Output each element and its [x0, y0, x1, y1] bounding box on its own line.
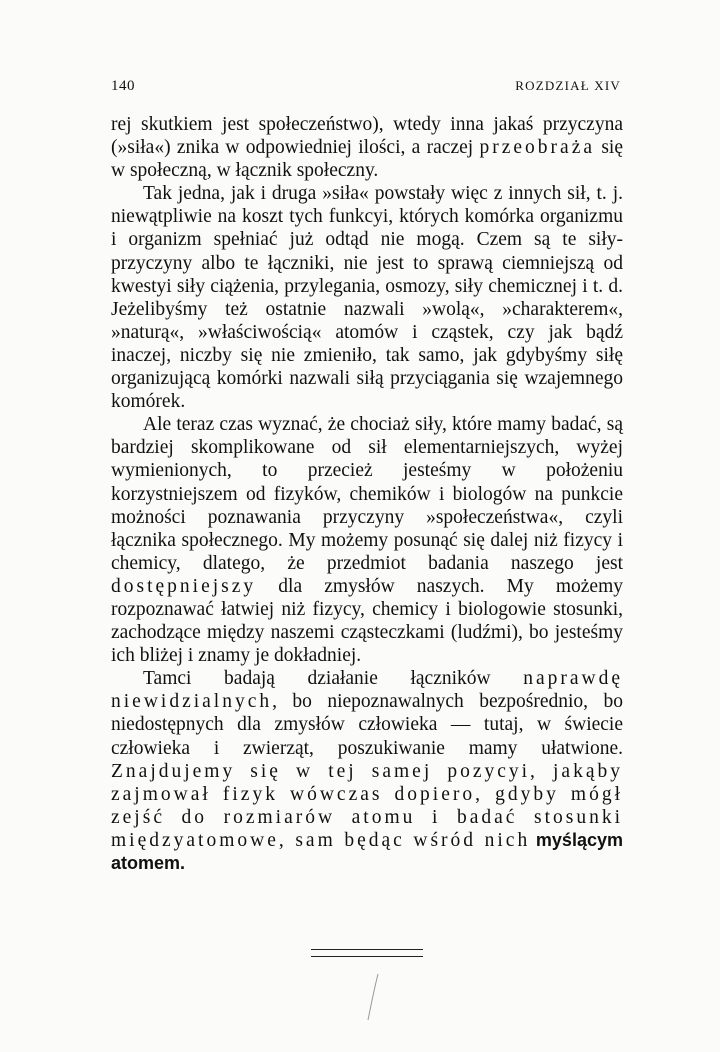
paragraph-1-end: się w społeczną, w łącznik społeczny. — [111, 137, 623, 182]
paragraph-1-spaced: przeobraża — [479, 137, 596, 159]
paragraph-3-end: dla zmysłów naszych. My możemy rozpoznawać łatwiej niż fizycy, chemicy i biologowie stosunki, zachodzące między naszemi cząsteczkami (ludźmi), bo jesteśmy ich bliżej i znamy je dokładniej. — [111, 575, 623, 667]
paragraph-2: Tak jedna, jak i druga »siła« powstały więc z innych sił, t. j. niewątpliwie na koszt tych funkcyi, których komórka organizmu i organizm spełniać już odtąd nie mogą. Czem są te siły-przyczyny albo te łączniki, nie jest to sprawą ciemniejszą od kwestyi siły ciążenia, przylegania, osmozy, siły chemicznej i t. d. Jeżelibyśmy też ostatnie nazwali »wolą«, »charakterem«, »naturą«, »właściwością« atomów i cząstek, czy jak bądź inaczej, niczby się nie zmieniło, tak samo, jak gdybyśmy siłę organizującą komórki nazwali siłą przyciągania się wzajemnego komórek. — [111, 183, 623, 413]
page-header — [111, 78, 621, 98]
paragraph-4-spaced-2: Znajdujemy się w tej samej pozycyi, jakąby zajmował fizyk wówczas dopiero, gdyby mógł zejść do rozmiarów atomu i badać stosunki międzyatomowe, sam będąc wśród nich — [111, 760, 623, 851]
paragraph-4-spaced-1: naprawdę niewidzialnych — [111, 668, 623, 713]
paragraph-4-bold: myślącym atomem. — [111, 829, 623, 873]
paragraph-4-mid: , bo niepoznawalnych bezpośrednio, bo niedostępnych dla zmysłów człowieka — tutaj, w świecie człowieka i zwierząt, poszukiwanie mamy ułatwione. — [111, 691, 623, 759]
chapter-title: ROZDZIAŁ XIV — [515, 78, 621, 93]
paragraph-3-spaced: dostępniejszy — [111, 575, 257, 597]
paragraph-4-text: Tamci badają działanie łączników — [143, 668, 524, 690]
paragraph-1 — [111, 113, 623, 182]
end-rule-top — [311, 949, 423, 950]
end-rule-bottom — [311, 956, 423, 957]
paragraph-3 — [111, 413, 623, 667]
page-number: 140 — [111, 78, 135, 94]
paragraph-4 — [111, 667, 623, 875]
paragraph-1-text: rej skutkiem jest społeczeństwo), wtedy inna jakaś przyczyna (»siła«) znika w odpowiedniej ilości, a raczej — [111, 114, 623, 159]
body-text — [111, 113, 623, 875]
pencil-mark — [366, 972, 380, 1022]
paragraph-3-text: Ale teraz czas wyznać, że chociaż siły, które mamy badać, są bardziej skomplikowane od sił elementarniejszych, wyżej wymienionych, to przecież jesteśmy w położeniu korzystniejszem od fizyków, chemików i biologów na punkcie możności poznawania przyczyny »społeczeństwa«, czyli łącznika społecznego. My możemy posunąć się dalej niż fizycy i chemicy, dlatego, że przedmiot badania naszego jest — [111, 414, 623, 574]
